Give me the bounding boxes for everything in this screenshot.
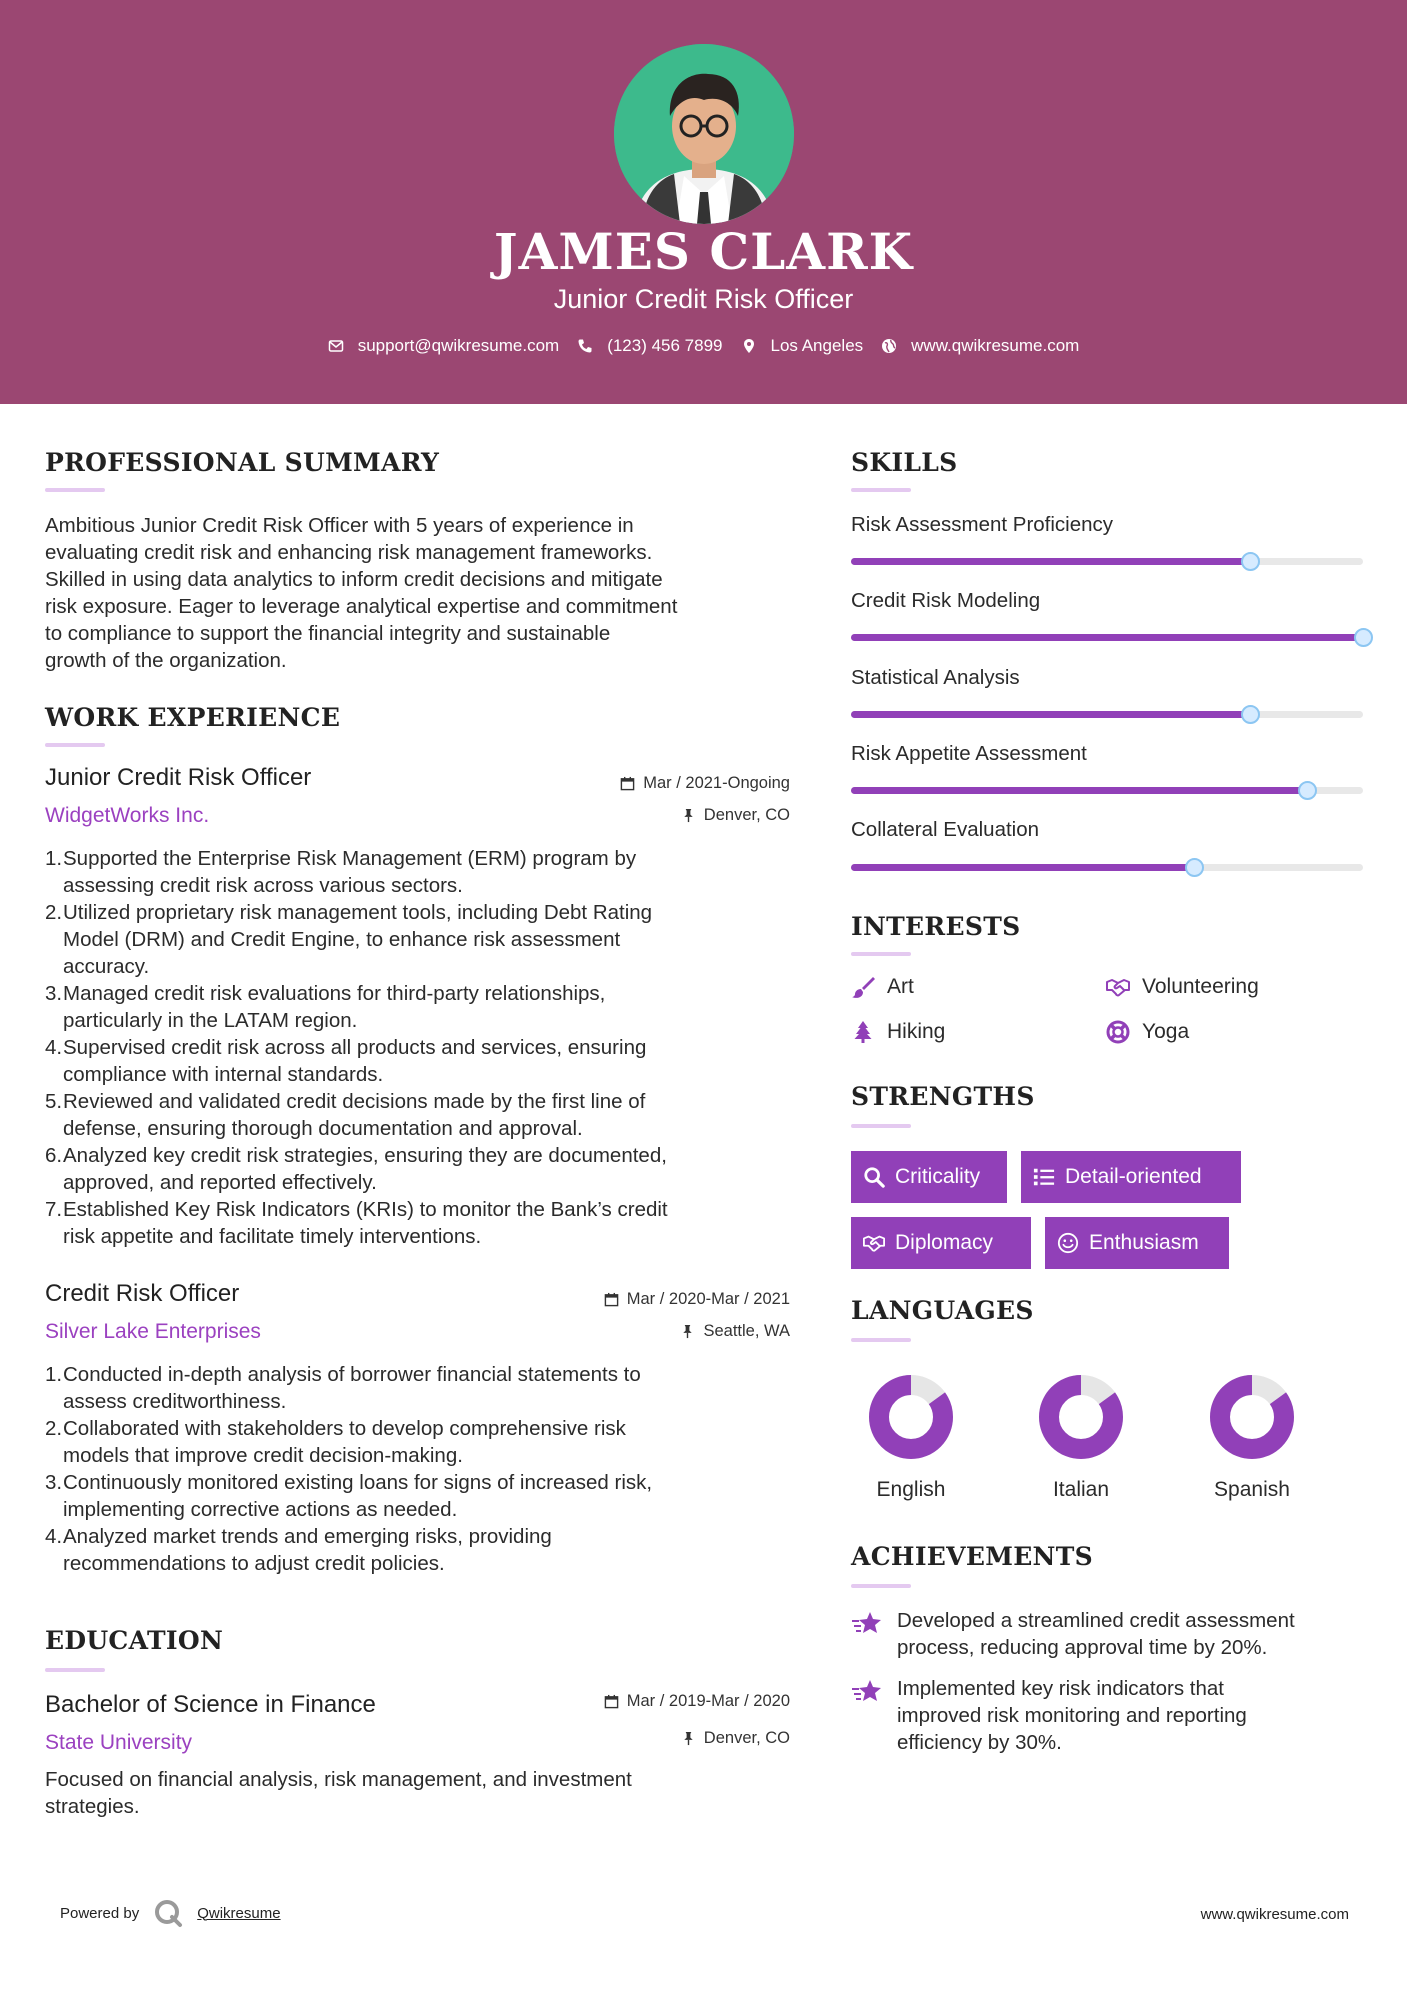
strength-tag: Criticality (851, 1151, 1007, 1203)
job-duties (45, 845, 805, 1250)
star-award-icon (851, 1609, 883, 1639)
skill-bar-fill (851, 634, 1363, 641)
interests-heading: INTERESTS (851, 912, 1021, 941)
star-award-icon (851, 1677, 883, 1707)
strength-tag: Enthusiasm (1045, 1217, 1229, 1269)
language-level-ring (1209, 1374, 1295, 1460)
strengths-heading: STRENGTHS (851, 1082, 1035, 1111)
interest-item: Volunteering (1106, 975, 1259, 999)
list-item: 2. Collaborated with stakeholders to develop comprehensive risk models that improve credit decision-making. (45, 1417, 626, 1467)
language-item: Spanish (1197, 1374, 1307, 1502)
languages-heading: LANGUAGES (851, 1296, 1034, 1325)
language-item: English (856, 1374, 966, 1502)
contact-location: Los Angeles (770, 336, 864, 355)
envelope-icon (328, 338, 344, 354)
summary-underline (45, 488, 105, 492)
experience-underline (45, 743, 105, 747)
skill-bar-fill (851, 711, 1250, 718)
skill-bar-knob (1185, 858, 1204, 877)
job-location: Seattle, WA (680, 1322, 790, 1341)
resume-header (0, 0, 1407, 404)
phone-icon (577, 338, 593, 354)
list-item: 4. Analyzed market trends and emerging risks, providing recommendations to adjust credit policies. (45, 1525, 552, 1575)
list-item: 4. Supervised credit risk across all products and services, ensuring compliance with internal standards. (45, 1036, 647, 1086)
skill-label: Risk Appetite Assessment (851, 742, 1087, 765)
calendar-icon (620, 776, 635, 791)
skill-bar (851, 787, 1363, 794)
education-description: Focused on financial analysis, risk management, and investment strategies. (45, 1768, 632, 1818)
strength-tag: Diplomacy (851, 1217, 1031, 1269)
achievement-item: Implemented key risk indicators that improved risk monitoring and reporting efficiency by 30%. (851, 1675, 1371, 1756)
contact-website[interactable]: www.qwikresume.com (911, 336, 1080, 355)
job-dates: Mar / 2020-Mar / 2021 (604, 1290, 790, 1309)
skill-bar-fill (851, 787, 1307, 794)
list-item: 1. Conducted in-depth analysis of borrower financial statements to assess creditworthiness. (45, 1363, 641, 1413)
handshake-icon (1106, 975, 1130, 999)
paintbrush-icon (851, 975, 875, 999)
language-level-ring (868, 1374, 954, 1460)
interests-underline (851, 952, 911, 956)
list-icon (1033, 1166, 1055, 1188)
skill-label: Collateral Evaluation (851, 818, 1040, 841)
list-item: 6. Analyzed key credit risk strategies, ensuring they are documented, approved, and reported effectively. (45, 1144, 667, 1194)
education-heading: EDUCATION (45, 1626, 224, 1655)
job-title: Credit Risk Officer (45, 1280, 240, 1307)
summary-heading: PROFESSIONAL SUMMARY (45, 448, 440, 477)
life-ring-icon (1106, 1020, 1130, 1044)
globe-icon (881, 338, 897, 354)
language-level-ring (1038, 1374, 1124, 1460)
footer-powered-by: Powered by Qwikresume (60, 1898, 281, 1928)
skill-label: Credit Risk Modeling (851, 589, 1041, 612)
skill-bar-fill (851, 558, 1250, 565)
job-company: WidgetWorks Inc. (45, 804, 210, 827)
school-name: State University (45, 1731, 193, 1754)
languages-underline (851, 1338, 911, 1342)
list-item: 3. Continuously monitored existing loans for signs of increased risk, implementing corrective actions as needed. (45, 1471, 653, 1521)
achievement-item: Developed a streamlined credit assessment process, reducing approval time by 20%. (851, 1607, 1371, 1661)
summary-text: Ambitious Junior Credit Risk Officer with 5 years of experience in evaluating credit risk and enhancing risk management frameworks. Skilled in using data analytics to inform credit decisions and mitigate risk exposure. Eager to leverage analytical expertise and commitment to compliance to support the financial integrity and sustainable growth of the organization. (45, 514, 678, 672)
skills-heading: SKILLS (851, 448, 958, 477)
degree-title: Bachelor of Science in Finance (45, 1691, 376, 1718)
profile-photo (614, 44, 794, 224)
skill-bar-knob (1354, 628, 1373, 647)
job-company: Silver Lake Enterprises (45, 1320, 261, 1343)
person-silhouette-icon (614, 44, 794, 224)
education-location: Denver, CO (681, 1729, 790, 1748)
skill-bar (851, 864, 1363, 871)
skill-bar (851, 711, 1363, 718)
skills-underline (851, 488, 911, 492)
skill-bar-knob (1241, 552, 1260, 571)
contact-email[interactable]: support@qwikresume.com (357, 336, 560, 355)
strengths-underline (851, 1124, 911, 1128)
footer-website[interactable]: www.qwikresume.com (1200, 1906, 1349, 1923)
job-duties (45, 1361, 805, 1577)
smile-icon (1057, 1232, 1079, 1254)
list-item: 3. Managed credit risk evaluations for third-party relationships, particularly in the LATAM region. (45, 982, 606, 1032)
list-item: 2. Utilized proprietary risk management tools, including Debt Rating Model (DRM) and Credit Engine, to enhance risk assessment accuracy. (45, 901, 653, 978)
achievements-heading: ACHIEVEMENTS (851, 1542, 1093, 1571)
list-item: 7. Established Key Risk Indicators (KRIs) to monitor the Bank’s credit risk appetite and facilitate timely interventions. (45, 1198, 668, 1248)
language-item: Italian (1026, 1374, 1136, 1502)
interest-item: Hiking (851, 1020, 945, 1044)
contact-bar (0, 336, 1407, 356)
map-marker-icon (741, 338, 757, 354)
qwikresume-link[interactable]: Qwikresume (197, 1904, 281, 1922)
list-item: 5. Reviewed and validated credit decisions made by the first line of defense, ensuring thorough documentation and approval. (45, 1090, 646, 1140)
qwikresume-logo-icon (153, 1898, 183, 1928)
pushpin-icon (680, 1324, 695, 1339)
list-item: 1. Supported the Enterprise Risk Management (ERM) program by assessing credit risk across various sectors. (45, 847, 637, 897)
skill-bar-knob (1298, 781, 1317, 800)
handshake-icon (863, 1232, 885, 1254)
tree-icon (851, 1020, 875, 1044)
candidate-name: JAMES CLARK (493, 222, 914, 281)
pushpin-icon (681, 808, 696, 823)
experience-heading: WORK EXPERIENCE (45, 703, 341, 732)
candidate-title: Junior Credit Risk Officer (553, 284, 854, 314)
calendar-icon (604, 1292, 619, 1307)
skill-bar-fill (851, 864, 1194, 871)
pushpin-icon (681, 1731, 696, 1746)
calendar-icon (604, 1694, 619, 1709)
job-title: Junior Credit Risk Officer (45, 764, 312, 791)
strength-tag: Detail-oriented (1021, 1151, 1241, 1203)
education-dates: Mar / 2019-Mar / 2020 (604, 1692, 790, 1711)
interest-item: Art (851, 975, 914, 999)
skill-bar (851, 558, 1363, 565)
skill-label: Risk Assessment Proficiency (851, 513, 1114, 536)
interest-item: Yoga (1106, 1020, 1189, 1044)
skill-bar-knob (1241, 705, 1260, 724)
achievements-underline (851, 1584, 911, 1588)
skill-bar (851, 634, 1363, 641)
education-underline (45, 1668, 105, 1672)
contact-phone[interactable]: (123) 456 7899 (607, 336, 723, 355)
skill-label: Statistical Analysis (851, 666, 1020, 689)
search-icon (863, 1166, 885, 1188)
job-dates: Mar / 2021-Ongoing (620, 774, 790, 793)
job-location: Denver, CO (681, 806, 790, 825)
